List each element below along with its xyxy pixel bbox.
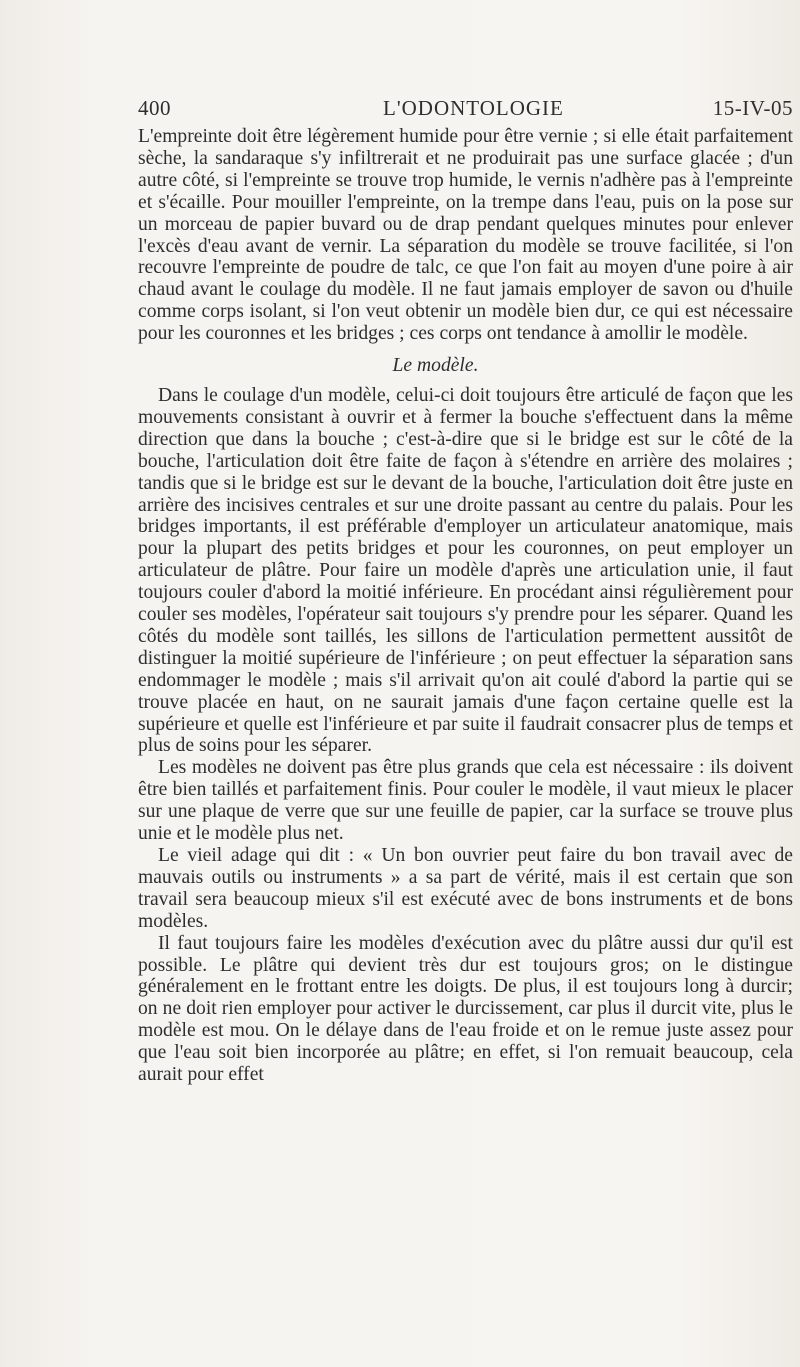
paragraph-adage: Le vieil adage qui dit : « Un bon ouvrier peut faire du bon travail avec de mauvais outils ou instruments » a sa part de vérité, mais il est certain que son travail sera beaucoup mieux s'il est exécuté avec de bons instruments et de bons modèles. bbox=[138, 845, 793, 932]
body-text bbox=[138, 126, 793, 1086]
page-number: 400 bbox=[138, 96, 171, 120]
section-heading: Le modèle. bbox=[392, 355, 479, 377]
paragraph-taille-modeles: Les modèles ne doivent pas être plus grands que cela est nécessaire : ils doivent être bien taillés et parfaitement finis. Pour couler le modèle, il vaut mieux le placer sur une plaque de verre que sur une feuille de papier, car la surface se trouve plus unie et le modèle plus net. bbox=[138, 757, 793, 845]
journal-title: L'ODONTOLOGIE bbox=[383, 96, 564, 120]
issue-date: 15-IV-05 bbox=[712, 96, 793, 120]
paragraph-platre: Il faut toujours faire les modèles d'exécution avec du plâtre aussi dur qu'il est possible. Le plâtre qui devient très dur est toujours gros; on le distingue généralement en le frottant entre les doigts. De plus, il est toujours long à durcir; on ne doit rien employer pour activer le durcissement, car plus il durcit vite, plus le modèle est mou. On le délaye dans de l'eau froide et on le remue juste assez pour que l'eau soit bien incorporée au plâtre; en effet, si l'on remuait beaucoup, cela aurait pour effet bbox=[138, 932, 793, 1086]
running-header bbox=[138, 96, 798, 124]
paragraph-coulage: Dans le coulage d'un modèle, celui-ci doit toujours être articulé de façon que les mouvements consistant à ouvrir et à fermer la bouche s'effectuent dans la même direction que dans la bouche ; c'est-à-dire que si le bridge est sur le côté de la bouche, l'articulation doit être faite de façon à s'étendre en arrière des molaires ; tandis que si le bridge est sur le devant de la bouche, l'articulation doit être juste en arrière des incisives centrales et sur une droite passant au centre du palais. Pour les bridges importants, il est préférable d'employer un articulateur anatomique, mais pour la plupart des petits bridges et pour les couronnes, on peut employer un articulateur de plâtre. Pour faire un modèle d'après une articulation unie, il faut toujours couler d'abord la moitié inférieure. En procédant ainsi régulièrement pour couler ses modèles, l'opérateur sait toujours s'y prendre pour les séparer. Quand les côtés du modèle sont taillés, les sillons de l'articulation permettent aussitôt de distinguer la moitié supérieure de l'inférieure ; on peut effectuer la séparation sans endommager le modèle ; mais s'il arrivait qu'on ait coulé d'abord la partie qui se trouve placée en haut, on ne saurait jamais d'une façon certaine quelle est la supérieure et quelle est l'inférieure et par suite il faudrait consacrer plus de temps et plus de soins pour les séparer. bbox=[138, 384, 793, 757]
paragraph-empreinte: L'empreinte doit être légèrement humide pour être vernie ; si elle était parfaitement sèche, la sandaraque s'y infiltrerait et ne produirait pas une surface glacée ; d'un autre côté, si l'empreinte se trouve trop humide, le vernis n'adhère pas à l'empreinte et s'écaille. Pour mouiller l'empreinte, on la trempe dans l'eau, puis on la pose sur un morceau de papier buvard ou de drap pendant quelques minutes pour enlever l'excès d'eau avant de vernir. La séparation du modèle se trouve facilitée, si l'on recouvre l'empreinte de poudre de talc, ce que l'on fait au moyen d'une poire à air chaud avant le coulage du modèle. Il ne faut jamais employer de savon ou d'huile comme corps isolant, si l'on veut obtenir un modèle bien dur, ce qui est nécessaire pour les couronnes et les bridges ; ces corps ont tendance à amollir le modèle. bbox=[138, 126, 793, 345]
